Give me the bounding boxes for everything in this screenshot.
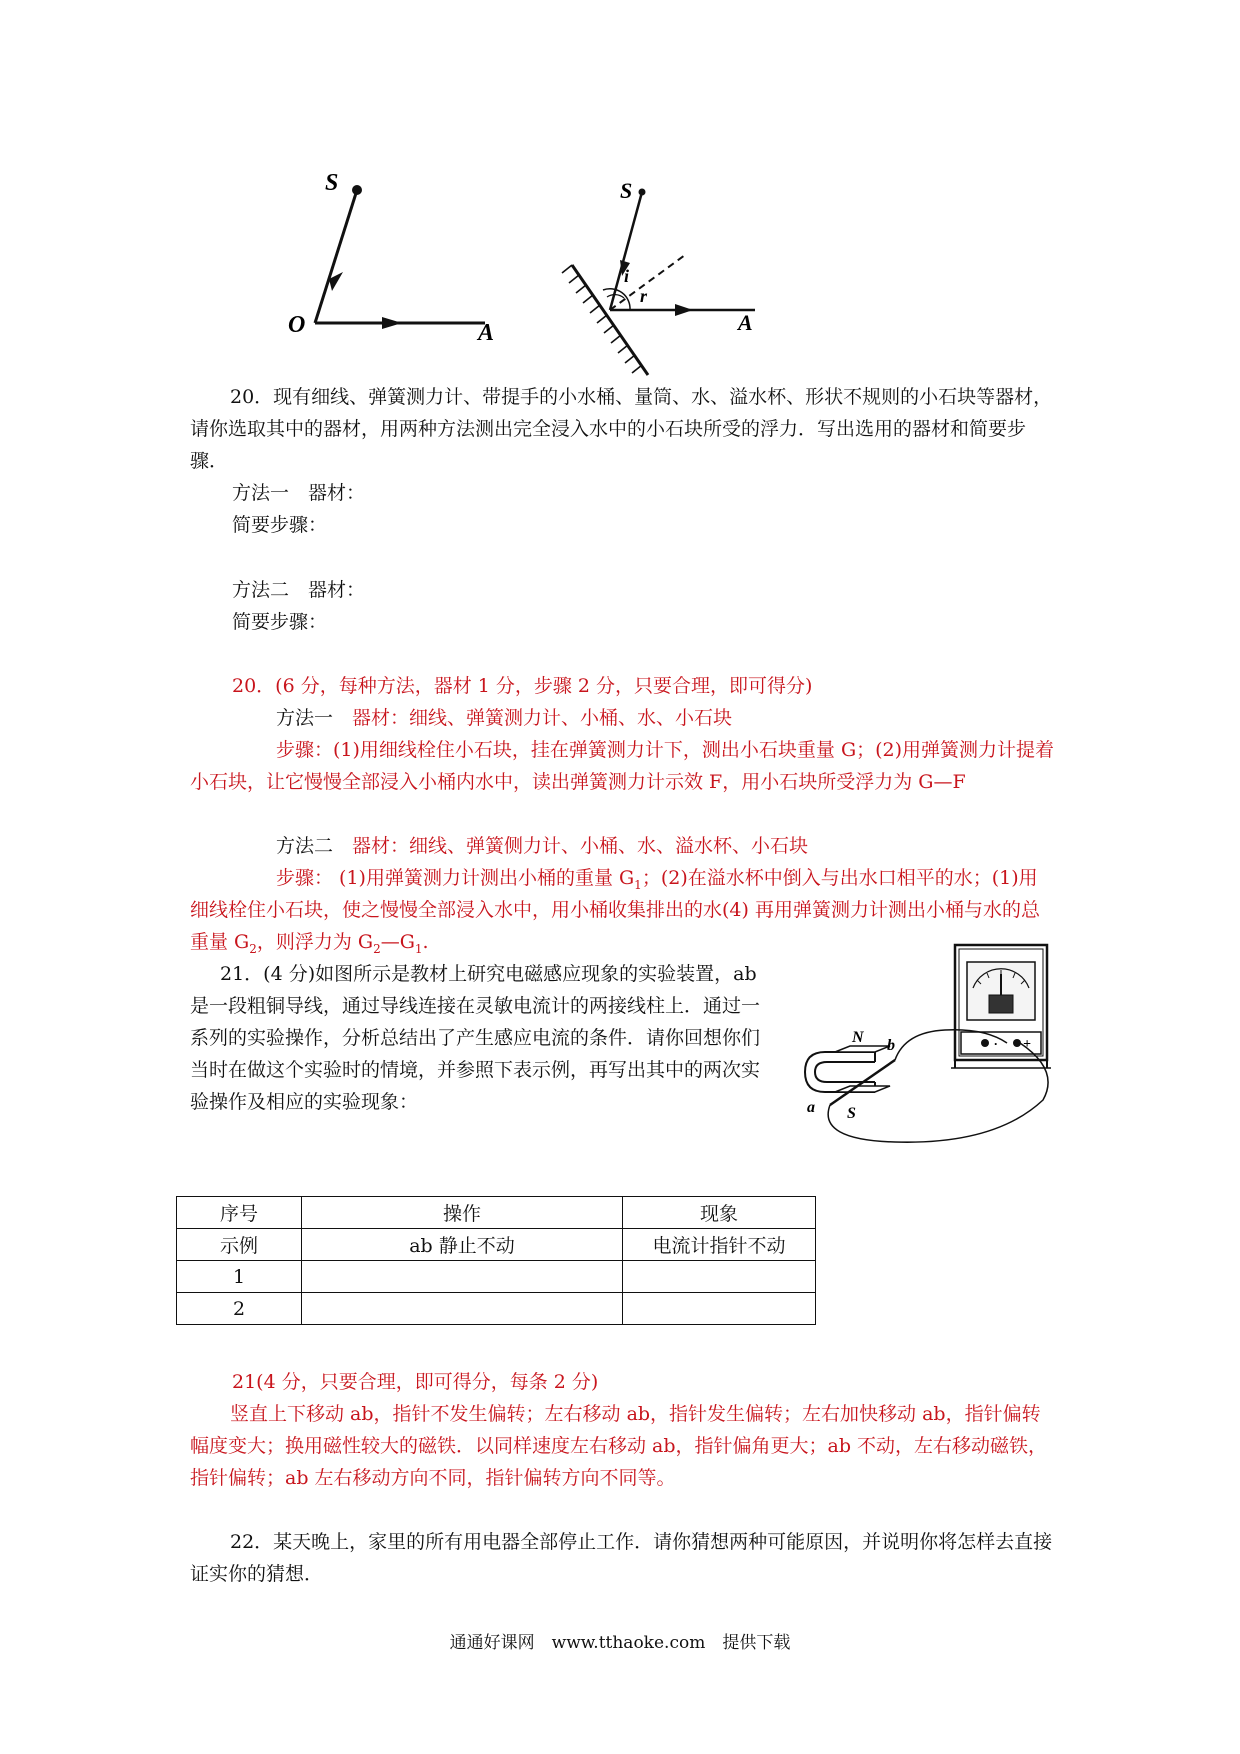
figure-induction-apparatus — [795, 940, 1065, 1150]
horseshoe-magnet — [805, 1046, 890, 1092]
a20-title: 20．(6 分，每种方法，器材 1 分，步骤 2 分，只要合理，即可得分) — [232, 675, 813, 697]
a20-method1-materials: 器材：细线、弹簧测力计、小桶、水、小石块 — [352, 707, 733, 729]
label-i: i — [624, 266, 630, 286]
label-a: A — [738, 310, 753, 335]
table-cell — [302, 1293, 623, 1325]
table-cell — [302, 1261, 623, 1293]
a20-m2-steps-part: —G — [380, 931, 415, 953]
table-cell — [623, 1261, 816, 1293]
label-a: A — [478, 320, 495, 346]
galvanometer — [951, 945, 1051, 1068]
a20-method1-label: 方法一 — [276, 707, 353, 729]
page-footer: 通通好课网 www.tthaoke.com 提供下载 — [449, 1633, 791, 1653]
label-s: S — [620, 178, 633, 203]
incident-ray — [610, 192, 642, 310]
mirror-surface — [572, 265, 648, 375]
a20-m2-steps-part: . — [422, 931, 429, 953]
q20-method2-steps-label: 简要步骤： — [232, 611, 328, 633]
subscript: 2 — [373, 941, 381, 956]
incident-ray — [315, 190, 357, 323]
a20-method2 — [276, 830, 808, 862]
reflected-arrow — [382, 317, 402, 329]
label-n: N — [852, 1029, 864, 1046]
label-s: S — [847, 1105, 856, 1122]
a21-text: 竖直上下移动 ab，指针不发生偏转；左右移动 ab，指针发生偏转；左右加快移动 ab，指针偏转幅度变大；换用磁性较大的磁铁．以同样速度左右移动 ab，指针偏角更大；ab 不动，左右移动磁铁，指针偏转；ab 左右移动方向不同，指针偏转方向不同等。 — [190, 1403, 1048, 1489]
table-header-row — [177, 1197, 816, 1229]
q20-method1-steps-label: 简要步骤： — [232, 514, 328, 536]
table-header-cell: 序号 — [177, 1197, 302, 1229]
q21-table — [176, 1196, 816, 1325]
q20-method1-label: 方法一 器材： — [232, 482, 366, 504]
figure-right-mirror — [560, 170, 780, 380]
table-row — [177, 1261, 816, 1293]
a20-m2-steps-part: 步骤： (1)用弹簧测力计测出小桶的重量 G — [276, 867, 635, 889]
angle-arc — [603, 289, 630, 310]
table-cell: 1 — [177, 1261, 302, 1293]
a20-m2-steps-part: ；(2)在溢水杯中倒入与出水口相平的水；(1)用细线栓住小石块，使之慢慢全部浸入水中，用小桶收集排出的水(4) 再用弹簧测力计测出小桶与水的总重量 G — [190, 867, 1040, 953]
label-o: O — [288, 312, 306, 338]
mirror-hatching — [562, 265, 642, 373]
table-cell: 电流计指针不动 — [623, 1229, 816, 1261]
a20-method2-label: 方法二 — [276, 835, 353, 857]
a21-title: 21(4 分，只要合理，即可得分，每条 2 分) — [232, 1371, 599, 1393]
subscript: 2 — [249, 941, 257, 956]
table-header-cell: 操作 — [302, 1197, 623, 1229]
table-cell: 2 — [177, 1293, 302, 1325]
svg-text:·: · — [994, 1036, 998, 1051]
q21-question: 21．(4 分)如图所示是教材上研究电磁感应现象的实验装置，ab 是一段粗铜导线，通过导线连接在灵敏电流计的两接线柱上．通过一系列的实验操作，分析总结出了产生感应电流的条件．请你回想你们当时在做这个实验时的情境，并参照下表示例，再写出其中的两次实验操作及相应的实验现象： — [190, 963, 761, 1113]
label-b: b — [887, 1037, 895, 1054]
q22-question: 22．某天晚上，家里的所有用电器全部停止工作．请你猜想两种可能原因，并说明你将怎样去直接证实你的猜想． — [190, 1531, 1053, 1585]
table-cell — [623, 1293, 816, 1325]
q20-question: 20．现有细线、弹簧测力计、带提手的小水桶、量筒、水、溢水杯、形状不规则的小石块等器材，请你选取其中的器材，用两种方法测出完全浸入水中的小石块所受的浮力．写出选用的器材和简要步骤． — [190, 386, 1053, 472]
table-cell: 示例 — [177, 1229, 302, 1261]
subscript: 1 — [414, 941, 423, 956]
table-row — [177, 1229, 816, 1261]
figure-left-reflection — [270, 160, 510, 350]
label-r: r — [640, 286, 648, 306]
a20-method2-materials: 器材：细线、弹簧侧力计、小桶、水、溢水杯、小石块 — [352, 835, 809, 857]
subscript: 1 — [634, 877, 642, 892]
a20-m2-steps-part: ，则浮力为 G — [256, 931, 374, 953]
q20-method2-label: 方法二 器材： — [232, 579, 366, 601]
label-a: a — [807, 1099, 815, 1116]
reflected-arrow — [675, 304, 693, 316]
table-cell: ab 静止不动 — [302, 1229, 623, 1261]
table-header-cell: 现象 — [623, 1197, 816, 1229]
table-row — [177, 1293, 816, 1325]
a20-method1-steps: 步骤：(1)用细线栓住小石块，挂在弹簧测力计下，测出小石块重量 G；(2)用弹簧测力计提着小石块，让它慢慢全部浸入小桶内水中，读出弹簧测力计示效 F，用小石块所受浮力为 G—F — [190, 739, 1055, 793]
svg-text:+: + — [1023, 1037, 1031, 1052]
angle-arc-2 — [607, 295, 624, 298]
a20-method1 — [276, 702, 732, 734]
label-s: S — [325, 170, 339, 196]
